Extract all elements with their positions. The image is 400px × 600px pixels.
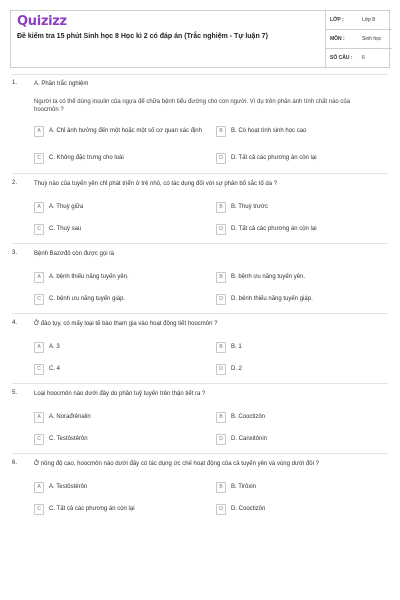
option-b[interactable] xyxy=(216,411,386,425)
question-text: Thuỳ nào của tuyến yên chỉ phát triển ở trẻ nhỏ, có tác dụng đối với sự phân bố sắc tố da ? xyxy=(34,181,278,187)
meta-value: Lớp 8 xyxy=(362,17,376,23)
option-c[interactable] xyxy=(34,363,204,377)
divider xyxy=(12,313,388,314)
option-text: D. 2 xyxy=(231,366,243,372)
question-number: 3. xyxy=(12,250,18,256)
question-text: Ở nồng độ cao, hoocmôn nào dưới đây có tác dụng ức chế hoạt động của cả tuyến yên và vùng dưới đồi ? xyxy=(34,461,319,467)
option-b[interactable] xyxy=(216,201,386,215)
option-text: D. Cooctizôn xyxy=(231,506,266,512)
option-text: B. Có hoạt tính sinh học cao xyxy=(231,128,307,134)
divider xyxy=(12,383,388,384)
divider xyxy=(12,173,388,174)
option-letter: B xyxy=(216,272,226,283)
option-letter: A xyxy=(34,272,44,283)
option-letter: A xyxy=(34,202,44,213)
worksheet-title: Đề kiểm tra 15 phút Sinh học 8 Học kì 2 có đáp án (Trắc nghiệm - Tự luận 7) xyxy=(17,33,268,40)
option-text: B. Thuỳ trước xyxy=(231,204,268,210)
option-letter: B xyxy=(216,482,226,493)
option-letter: D xyxy=(216,434,226,445)
option-a[interactable] xyxy=(34,411,204,425)
option-d[interactable] xyxy=(216,363,386,377)
option-b[interactable] xyxy=(216,125,386,139)
option-letter: A xyxy=(34,126,44,137)
question-4 xyxy=(12,320,388,382)
option-d[interactable] xyxy=(216,503,386,517)
meta-row-subject xyxy=(326,30,392,49)
option-letter: C xyxy=(34,294,44,305)
divider xyxy=(12,74,388,75)
option-text: B. 1 xyxy=(231,344,242,350)
question-number: 6. xyxy=(12,460,18,466)
option-text: B. Tirôxin xyxy=(231,484,257,490)
option-text: A. Norađrênalin xyxy=(49,414,91,420)
meta-key: LỚP : xyxy=(330,17,344,23)
option-a[interactable] xyxy=(34,341,204,355)
option-letter: B xyxy=(216,202,226,213)
option-letter: A xyxy=(34,412,44,423)
meta-value: Sinh học xyxy=(362,36,382,42)
question-2 xyxy=(12,180,388,242)
option-c[interactable] xyxy=(34,152,204,166)
option-text: A. 3 xyxy=(49,344,60,350)
option-b[interactable] xyxy=(216,271,386,285)
question-5 xyxy=(12,390,388,452)
divider xyxy=(12,243,388,244)
question-number: 2. xyxy=(12,180,18,186)
option-letter: D xyxy=(216,153,226,164)
option-d[interactable] xyxy=(216,293,386,307)
option-text: C. 4 xyxy=(49,366,61,372)
option-text: C. Thuỳ sau xyxy=(49,226,82,232)
question-number: 5. xyxy=(12,390,18,396)
question-subtext: Người ta có thể dùng insulin của ngựa để chữa bệnh tiểu đường cho con người. Ví dụ trên phản ánh tính chất nào của hoocmôn ? xyxy=(34,99,351,113)
question-text: Bệnh Bazơđô còn được gọi là xyxy=(34,251,114,257)
option-letter: C xyxy=(34,434,44,445)
quizizz-logo[interactable]: Quizizz xyxy=(17,14,67,29)
option-c[interactable] xyxy=(34,293,204,307)
option-letter: D xyxy=(216,224,226,235)
option-text: B. bệnh ưu năng tuyến yên. xyxy=(231,274,306,280)
meta-row-class xyxy=(326,11,392,30)
option-d[interactable] xyxy=(216,152,386,166)
option-c[interactable] xyxy=(34,503,204,517)
option-letter: C xyxy=(34,153,44,164)
option-letter: D xyxy=(216,504,226,515)
option-c[interactable] xyxy=(34,223,204,237)
option-letter: C xyxy=(34,364,44,375)
option-a[interactable] xyxy=(34,125,204,145)
question-text: Ở đảo tụy, có mấy loại tế bào tham gia vào hoạt động tiết hoocmôn ? xyxy=(34,321,218,327)
option-text: A. Thuỳ giữa xyxy=(49,204,84,210)
option-letter: A xyxy=(34,482,44,493)
option-d[interactable] xyxy=(216,433,386,447)
option-b[interactable] xyxy=(216,341,386,355)
question-number: 4. xyxy=(12,320,18,326)
option-a[interactable] xyxy=(34,481,204,495)
option-text: C. Không đặc trưng cho loài xyxy=(49,155,124,161)
divider xyxy=(12,453,388,454)
option-letter: D xyxy=(216,294,226,305)
option-letter: B xyxy=(216,342,226,353)
option-text: C. bệnh ưu năng tuyến giáp. xyxy=(49,296,126,302)
meta-row-count xyxy=(326,49,392,68)
question-1 xyxy=(12,80,388,170)
question-text: A. Phần trắc nghiệm xyxy=(34,81,89,87)
option-text: B. Cooctizôn xyxy=(231,414,266,420)
option-text: D. Tất cả các phương án còn lại xyxy=(231,226,317,232)
option-text: C. Testôstêrôn xyxy=(49,436,88,442)
question-6 xyxy=(12,460,388,522)
option-text: A. bệnh thiếu năng tuyến yên. xyxy=(49,274,129,280)
option-letter: B xyxy=(216,412,226,423)
option-letter: C xyxy=(34,504,44,515)
option-a[interactable] xyxy=(34,271,204,285)
option-text: C. Tất cả các phương án còn lại xyxy=(49,506,135,512)
option-letter: D xyxy=(216,364,226,375)
meta-key: SỐ CÂU : xyxy=(330,55,353,61)
question-3 xyxy=(12,250,388,312)
question-text: Loại hoocmôn nào dưới đây do phần tuỷ tuyến trên thận tiết ra ? xyxy=(34,391,206,397)
option-text: D. Canxitônin xyxy=(231,436,268,442)
option-text: A. Chỉ ảnh hưởng đến một hoặc một số cơ quan xác định xyxy=(49,128,202,134)
option-text: D. Tất cả các phương án còn lại xyxy=(231,155,317,161)
meta-key: MÔN : xyxy=(330,36,345,42)
meta-value: 6 xyxy=(362,55,365,61)
option-b[interactable] xyxy=(216,481,386,495)
option-letter: A xyxy=(34,342,44,353)
option-c[interactable] xyxy=(34,433,204,447)
option-a[interactable] xyxy=(34,201,204,215)
question-number: 1. xyxy=(12,80,18,86)
worksheet-header xyxy=(10,10,390,68)
option-d[interactable] xyxy=(216,223,386,237)
meta-table xyxy=(325,11,391,67)
option-letter: B xyxy=(216,126,226,137)
option-text: D. bệnh thiếu năng tuyến giáp. xyxy=(231,296,313,302)
option-text: A. Testôstêrôn xyxy=(49,484,88,490)
option-letter: C xyxy=(34,224,44,235)
